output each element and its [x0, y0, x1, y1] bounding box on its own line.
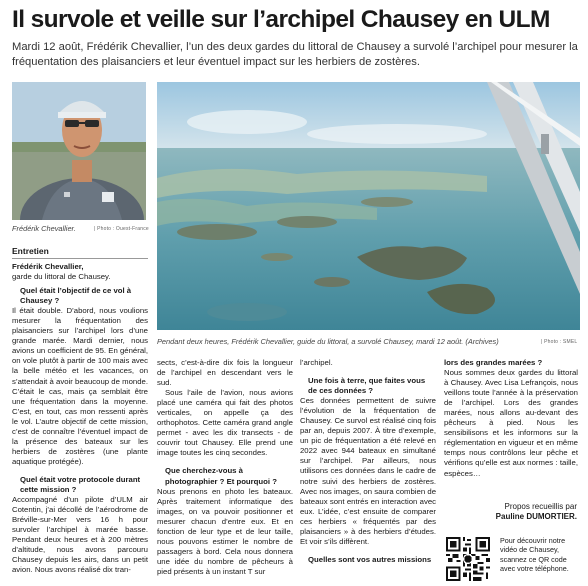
article-title: Il survole et veille sur l’archipel Chausey en ULM — [12, 6, 550, 33]
interviewee-role: garde du littoral de Chausey. — [12, 272, 111, 282]
answer-3: Nous prenons en photo les bateaux. Après traitement informatique des images, on va pouvoir positionner et mesurer chacun d’entre eux. Et en fonction de leur type et de leur taille, nous pouvons estimer le nombre de passagers à bord. Cela nous donnera une idée du nombre de pêcheurs à pied présents à un instant T sur — [157, 486, 293, 576]
answer-2-paragraph: Sous l’aile de l’avion, nous avions placé une caméra qui fait des photos verticales, on appelle ça des orthophotos. Cette caméra grand angle permet - avec les dix transects - de couvrir tout Chausey. Elle prend une image toutes les cinq secondes. — [157, 388, 293, 458]
answer-2-continued: sects, c’est-à-dire dix fois la longueur de l’archipel en descendant vers le sud. — [157, 358, 293, 388]
question-5: Quelles sont vos autres missions — [308, 554, 432, 564]
aerial-illustration — [157, 82, 580, 330]
byline — [435, 502, 577, 522]
qr-code[interactable] — [446, 537, 490, 581]
interviewee-name: Frédérik Chevallier, — [12, 262, 84, 271]
answer-4: Ces données permettent de suivre l’évolution de la fréquentation de Chausey. Ce survol est réalisé cinq fois par an, depuis 2007. À titre d’exemple, un pic de fréquentation a été relevé en 2022 avec 944 bateaux en simultané sur l’archipel. Par ailleurs, nous utilisons ces données dans le cadre de notre suivi des herbiers de zostères. Avec nos images, on saura combien de bateaux sont entrés en interaction avec eux. L’idée, c’est ensuite de comparer ces herbiers « fréquentés par des plaisanciers » à des herbiers d’études. Et voir s’ils diffèrent. — [300, 396, 436, 546]
portrait-photo — [12, 82, 146, 220]
aerial-caption: Pendant deux heures, Frédérik Chevallier, guide du littoral, a survolé Chausey, mardi 12 août. (Archives) — [157, 337, 499, 346]
portrait-credit: | Photo : Ouest-France — [94, 226, 149, 232]
aerial-credit: | Photo : SMEL — [541, 339, 578, 345]
qr-instructions: Pour découvrir notre vidéo de Chausey, scannez ce QR code avec votre téléphone. — [500, 536, 569, 573]
section-label: Entretien — [12, 246, 49, 256]
question-3: Que cherchez-vous à photographier ? Et pourquoi ? — [165, 466, 277, 486]
article-column-2 — [157, 358, 293, 577]
question-4: Une fois à terre, que faites vous de ces données ? — [308, 376, 426, 396]
aerial-photo — [157, 82, 580, 330]
portrait-caption: Frédérik Chevallier. — [12, 224, 76, 233]
portrait-illustration — [12, 82, 146, 220]
article-lead: Mardi 12 août, Frédérik Chevallier, l’un des deux gardes du littoral de Chausey a survolé l’archipel pour mesurer la fréquentation des plaisanciers et leur éventuel impact sur les herbiers de zostères. — [12, 41, 578, 68]
question-1: Quel était l’objectif de ce vol à Chausey ? — [20, 286, 132, 306]
answer-2: Accompagné d’un pilote d’ULM air Cotentin, j’ai décollé de l’aérodrome de Bréville-sur-Mer vers 16 h pour survoler l’archipel à marée basse. Pendant deux heures et à 200 mètres d’altitude, nous avons parcouru Chausey depuis les airs, dans un petit avion. Nous avons réalisé dix tran- — [12, 495, 148, 575]
question-5-continued: lors des grandes marées ? — [444, 358, 543, 367]
qr-code-icon — [446, 537, 490, 581]
answer-5: Nous sommes deux gardes du littoral à Chausey. Avec Lisa Lefrançois, nous veillons toute l’année à la préservation de l’archipel. Lors des grandes marées, nous allons au-devant des pêcheurs à pied. Nous les sensibilisons et les informons sur la réglementation en vigueur et en même temps nous contrôlons leur pêche et vérifions qu’elle est aux normes : taille, espèces… — [444, 368, 578, 478]
byline-label: Propos recueillis par — [504, 502, 577, 511]
section-divider — [12, 258, 148, 259]
answer-3-continued: l’archipel. — [300, 358, 333, 367]
article-column-1 — [12, 262, 148, 575]
answer-1: Il était double. D’abord, nous voulions mesurer la fréquentation des plaisanciers sur l’archipel lors d’une grande marée. Mardi dernier, nous avions un coefficient de 95. En général, on vole plutôt à partir de 100 mais avec la belle météo et les vacances, on s’attendait à avoir beaucoup de monde. C’était le cas, mais ça semblait être une fréquentation dans la moyenne. C’est, en tout, cas mon ressenti après le vol. L’autre objectif de cette mission, c’est de connaître l’éventuel impact de la présence des bateaux sur les herbiers de zostères (une plante aquatique protégée). — [12, 306, 148, 466]
article-column-4 — [444, 358, 578, 479]
question-2: Quel était votre protocole durant cette mission ? — [20, 474, 141, 494]
article-column-3 — [300, 358, 436, 565]
byline-author: Pauline DUMORTIER. — [495, 512, 577, 521]
